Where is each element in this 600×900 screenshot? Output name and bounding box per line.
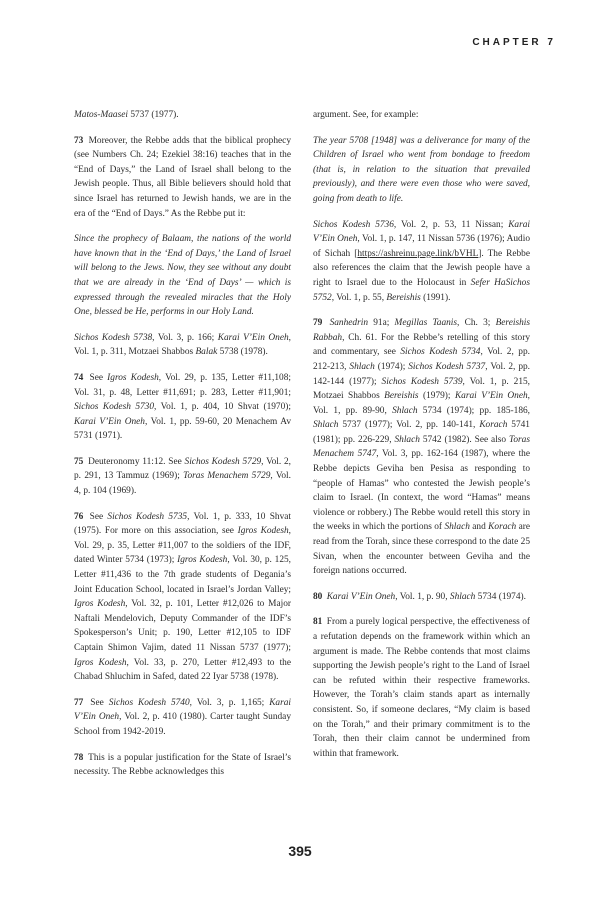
italic-title: Karai V’Ein Oneh [313,219,530,245]
text-run: 5734 (1974). [475,591,526,602]
text-run: , Vol. 1, p. 90, [395,591,450,602]
text-run: ]. The Rebbe also references the claim that the Jewish people have a right to Israel due to the Holocaust in [313,248,530,288]
text-run: 91a; [368,318,395,329]
text-run: , Vol. 1, p. 147, 11 Nissan 5736 (1976); Audio of Sichah [ [313,234,530,259]
footnote-text [327,592,526,602]
italic-title: Sichos Kodesh 5740 [108,697,190,708]
text-run: 5738 (1978). [217,347,268,358]
italic-title: Sichos Kodesh 5729 [184,456,262,467]
footnote-79 [313,316,530,579]
italic-title: Sefer HaSichos 5752 [313,277,530,303]
footnote-75 [74,455,291,499]
footnote-73-source [74,331,291,360]
footnote-text [74,512,291,683]
text-run: Deuteronomy 11:12. See [88,456,185,467]
italic-title: Igros Kodesh [237,526,289,537]
italic-title: Sichos Kodesh 5737 [408,361,486,372]
page-number: 395 [288,843,312,859]
continued-footnote: argument. See, for example: [313,110,419,120]
italic-title: Karai V’Ein Oneh [217,332,289,343]
text-run: , Vol. 2, pp. 142-144 (1977); [313,361,531,387]
text-run: See [89,511,108,522]
italic-title: Megillas Taanis [394,318,458,329]
text-run: , Vol. 1, p. 55, [331,292,387,303]
text-run: , Vol. 30, p. 125, Letter #11,436 to the 7th grade students of Degania’s Joint Education School, located in Israel’s Jordan Valley; [74,555,291,595]
text-run: , Vol. 33, p. 270, Letter #12,493 to the Chabad Shluchim in Safed, dated 22 Iyar 5738 (1978). [74,657,291,683]
text-run: 5742 (1982). See also [419,434,510,445]
italic-title: Igros Kodesh [74,657,127,668]
italic-title: Balak [195,347,218,358]
text-run: 5734 (1974); pp. 185-186, [417,405,530,416]
footnote-78-source [313,218,530,306]
footnote-76 [74,510,291,685]
parsha-title: Matos-Maasei [74,110,128,120]
italic-title: Sichos Kodesh 5734 [400,347,481,358]
footnote-text: From a purely logical perspective, the effectiveness of a refutation depends on the framework within which an argument is made. The Rebbe contends that most claims supporting the Jewish people’s right to the Land of Israel can be refuted within their respective frameworks. However, the Torah’s claim stands apart as internally consistent. So, if someone declares, “My claim is based on the Torah,” and their primary commitment is to the Torah, then their claim cannot be undermined from within that framework. [313,617,530,759]
block-quote: The year 5708 [1948] was a deliverance for many of the Children of Israel who went from bondage to freedom (that is, in relation to the situation that prevailed previously), and there were even those who were saved, going from death to life. [313,135,530,204]
text-run: and [469,522,489,533]
block-quote: Since the prophecy of Balaam, the nations of the world have known that in the ‘End of Days,’ the Land of Israel will belong to the Jews. Now, they see without any doubt that we are already in the ‘End of Days’ — which is expressed through the revealed miracles that the Holy One, blessed be He, performs in our Holy Land. [74,234,291,318]
footnote-text: This is a popular justification for the State of Israel’s necessity. The Rebbe acknowledges this [74,752,291,778]
text-run: , Vol. 29, p. 135, Letter #11,108; Vol. 31, p. 48, Letter #11,691; p. 283, Letter #11,901; [74,372,291,398]
text-run: See [89,372,108,383]
footnote-77 [74,696,291,740]
sichah-audio-link[interactable]: https://ashreinu.page.link/bVHL [357,248,479,259]
footnote-number: 80 [313,591,323,602]
text-run: , Vol. 1, p. 333, 10 Shvat (1975). For more on this association, see [74,511,292,537]
text-run: are read from the Torah, since these correspond to the date 25 Sivan, when the encounter between Geviha and the foreign nations occurred. [313,522,531,577]
italic-title: Igros Kodesh [177,555,228,566]
text-run: , Vol. 1, p. 311, Motzaei Shabbos [74,332,291,358]
footnote-text [313,318,530,576]
text-run: See [90,697,109,708]
footnote-number: 77 [74,697,84,708]
footnote-number: 79 [313,318,323,329]
italic-title: Shlach [313,420,339,431]
text-run: , Vol. 1, p. 404, 10 Shvat (1970); [154,402,291,413]
text-run: , Vol. 3, p. 166; [152,332,218,343]
text-run: , Vol. 32, p. 101, Letter #12,026 to Major Naftali Mendelovich, Deputy Commander of the IDF’s Spokesperson’s Unit; p. 190, Letter #12,105 to IDF Captain Shimon Vajim, dated 11 Nissan 5737 (1977); [74,599,291,653]
italic-title: Sichos Kodesh 5730 [74,402,155,413]
footnote-81 [313,615,530,761]
footnote-number: 74 [74,372,84,383]
italic-title: Toras Menachem 5747 [313,434,530,460]
italic-title: Karai V’Ein Oneh [326,591,396,602]
text-run: (1974); [374,361,409,372]
continued-text: 5737 (1977). [127,110,179,120]
text-run: , Vol. 2, p. 53, 11 Nissan; [393,219,509,230]
italic-title: Karai V’Ein Oneh [74,697,291,723]
italic-title: Shlach [392,405,418,416]
footnote-73 [74,134,291,222]
footnote-78 [74,751,291,780]
italic-title: Sichos Kodesh 5736 [313,219,394,230]
italic-title: Toras Menachem 5729 [183,471,271,482]
text-run: , Vol. 1, pp. 59-60, 20 Menachem Av 5731 (1971). [74,416,291,442]
italic-title: Bereishis [384,391,419,402]
italic-title: Bereishis Rabbah [313,318,530,343]
footnote-text [74,457,291,496]
footnote-number: 78 [74,752,84,763]
italic-title: Sichos Kodesh 5735 [107,511,188,522]
italic-title: Shlach [444,522,470,533]
italic-title: Karai V’Ein Oneh [454,391,528,402]
footnote-text [74,698,291,737]
chapter-header: CHAPTER 7 [472,37,556,48]
text-run: 5737 (1977); Vol. 2, pp. 140-141, [338,420,480,431]
italic-title: Bereishis [386,292,421,303]
text-run: , Vol. 1, p. 215, Motzaei Shabbos [313,376,530,402]
italic-title: Shlach [394,434,420,445]
italic-title: Shlach [449,591,476,602]
text-run: (1979); [418,391,455,402]
footnote-number: 81 [313,617,323,628]
italic-title: Sanhedrin [329,318,368,329]
continued-footnote [74,108,291,123]
italic-title: Karai V’Ein Oneh [74,416,145,427]
italic-title: Igros Kodesh [107,372,159,383]
text-run: , Vol. 2, pp. 212-213, [313,347,530,372]
text-run: , Vol. 4, p. 104 (1969). [74,471,291,497]
text-run: , Ch. 3; [457,318,496,329]
text-run: , Vol. 2, p. 410 (1980). Carter taught Sunday School from 1942-2019. [74,712,291,737]
footnote-74 [74,371,291,444]
text-run: , Vol. 2, p. 291, 13 Tammuz (1969); [74,456,292,482]
text-run: 5741 (1981); pp. 226-229, [313,420,530,445]
right-column [313,108,530,772]
text-run: , Vol. 3, pp. 162-164 (1987), where the Rebbe depicts Geviha ben Pesisa as responding to “people of Hamas” who contested the Jewish people’s claim to Israel. (In context, the word “Hamas” means violence or robbery.) The Rebbe would retell this story in the weeks in which the portions of [313,449,530,533]
text-run: , Vol. 29, p. 35, Letter #11,007 to the soldiers of the IDF, dated Winter 5734 (1973); [74,526,291,566]
italic-title: Shlach [349,361,375,372]
footnote-number: 76 [74,511,84,522]
italic-title: Korach [479,420,508,431]
text-run: , Ch. 61. For the Rebbe’s retelling of this story and commentary, see [313,332,530,358]
footnote-80 [313,590,530,605]
italic-title: Sichos Kodesh 5739 [381,376,463,387]
footnote-number: 73 [74,135,84,146]
footnote-text: Moreover, the Rebbe adds that the biblical prophecy (see Numbers Ch. 24; Ezekiel 38:16) teaches that in the “End of Days,” the Land of Israel shall belong to the Jewish people. Thus, all Bible believers should hold that since Israel has returned to Jewish hands, we are in the era of the “End of Days.” As the Rebbe put it: [74,135,291,219]
italic-title: Korach [488,522,517,533]
italic-title: Sichos Kodesh 5738 [74,332,153,343]
footnote-number: 75 [74,456,84,467]
italic-title: Igros Kodesh [74,599,126,610]
text-run: , Vol. 1, pp. 89-90, [313,391,530,416]
text-run: (1991). [420,292,451,303]
text-run: , Vol. 3, p. 1,165; [189,697,270,708]
footnote-text [74,373,291,441]
left-column [74,108,291,791]
